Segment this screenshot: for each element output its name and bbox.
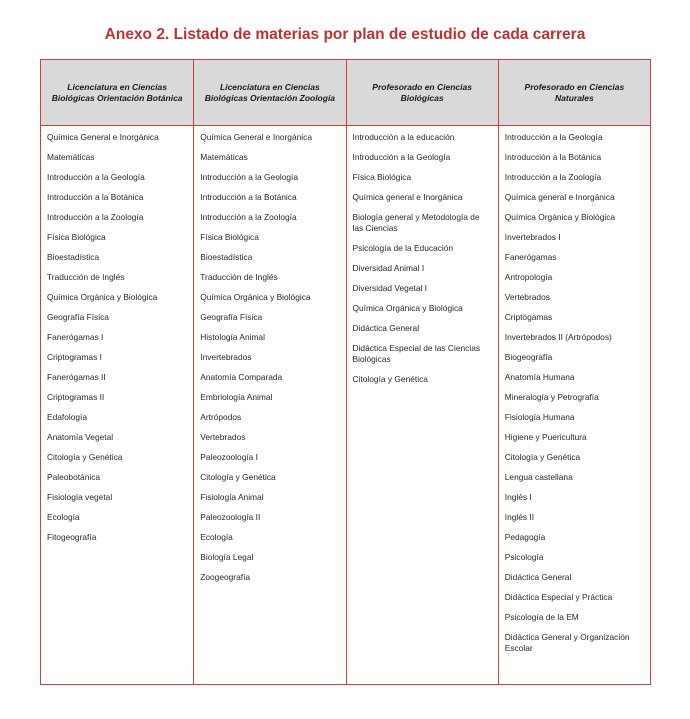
subject-item: Mineralogía y Petrografía <box>504 392 599 402</box>
subject-item: Traducción de Inglés <box>200 272 278 282</box>
subject-item: Edafología <box>47 412 88 422</box>
column-zoologia <box>193 60 345 684</box>
subject-item: Física Biológica <box>47 232 106 242</box>
subject-item: Didáctica General <box>352 323 420 333</box>
subject-list <box>499 126 650 663</box>
subject-item: Introducción a la Zoología <box>504 172 602 182</box>
subject-item: Bioestadística <box>47 252 100 262</box>
column-prof-biologicas <box>346 60 498 684</box>
document-title: Anexo 2. Listado de materias por plan de estudio de cada carrera <box>104 26 586 43</box>
subject-item: Física Biológica <box>352 172 412 182</box>
subject-item: Geografía Física <box>200 312 263 322</box>
subject-item: Citología y Genética <box>200 472 276 482</box>
subject-item: Introducción a la Botánica <box>200 192 297 202</box>
subject-item: Química General e Inorgánica <box>200 132 312 142</box>
subject-item: Psicología de la Educación <box>352 243 454 253</box>
subject-item: Química General e Inorgánica <box>47 132 159 142</box>
subject-item: Didáctica General <box>504 572 572 582</box>
subject-item: Matemáticas <box>200 152 248 162</box>
subject-item: Vertebrados <box>504 292 550 302</box>
subject-list <box>347 126 498 394</box>
subject-item: Biología general y Metodología de las Ciencias <box>352 212 480 233</box>
subject-item: Biogeografía <box>504 352 553 362</box>
subject-item: Química Orgánica y Biológica <box>352 303 463 313</box>
subject-item: Embriología Animal <box>200 392 273 402</box>
column-header-text: Profesorado en Ciencias Naturales <box>524 81 625 103</box>
column-header <box>41 60 193 126</box>
subject-item: Anatomía Comparada <box>200 372 283 382</box>
subject-item: Química Orgánica y Biológica <box>47 292 158 302</box>
subject-item: Vertebrados <box>200 432 246 442</box>
subject-item: Introducción a la Botánica <box>504 152 602 162</box>
subject-item: Psicología de la EM <box>504 612 579 622</box>
subject-item: Diversidad Animal I <box>352 263 425 273</box>
subject-item: Introducción a la Geología <box>504 132 603 142</box>
subject-item: Pedagogía <box>504 532 546 542</box>
subject-item: Didáctica General y Organización Escolar <box>504 632 630 653</box>
subject-item: Citología y Genética <box>504 452 581 462</box>
subject-item: Citología y Genética <box>352 374 428 384</box>
subject-item: Histología Animal <box>200 332 265 342</box>
subject-item: Invertebrados II (Artrópodos) <box>504 332 612 342</box>
subject-item: Introducción a la Zoología <box>47 212 144 222</box>
subject-item: Fanerógamas I <box>47 332 104 342</box>
subject-item: Criptogramas I <box>47 352 102 362</box>
subject-item: Fanerógamas II <box>47 372 106 382</box>
subject-item: Lengua castellana <box>504 472 573 482</box>
subject-item: Introducción a la Zoología <box>200 212 297 222</box>
subject-item: Fanerógamas <box>504 252 557 262</box>
subject-item: Antropología <box>504 272 553 282</box>
subject-item: Geografía Física <box>47 312 109 322</box>
subject-item: Paleozoología I <box>200 452 258 462</box>
subject-item: Traducción de Inglés <box>47 272 125 282</box>
subject-item: Química Orgánica y Biológica <box>200 292 311 302</box>
column-header-text: Licenciatura en Ciencias Biológicas Orientación Botánica <box>51 81 183 103</box>
subject-item: Didáctica Especial y Práctica <box>504 592 613 602</box>
subject-item: Higiene y Puericultura <box>504 432 587 442</box>
subject-item: Introducción a la Geología <box>200 172 299 182</box>
column-header-text: Profesorado en Ciencias Biológicas <box>372 81 472 103</box>
subject-item: Ecología <box>47 512 80 522</box>
subject-item: Invertebrados I <box>504 232 561 242</box>
subject-item: Química general e Inorgánica <box>352 192 463 202</box>
subject-item: Didáctica Especial de las Ciencias Biológicas <box>352 343 481 364</box>
subject-item: Criptogramas II <box>47 392 105 402</box>
subject-item: Artrópodos <box>200 412 242 422</box>
subject-item: Matemáticas <box>47 152 95 162</box>
subject-item: Diversidad Vegetal I <box>352 283 427 293</box>
subject-item: Inglés I <box>504 492 532 502</box>
subject-list <box>41 126 193 552</box>
subject-item: Invertebrados <box>200 352 252 362</box>
column-botanica <box>41 60 193 684</box>
subject-list <box>194 126 345 592</box>
subject-item: Química general e Inorgánica <box>504 192 615 202</box>
subject-item: Fitogeografía <box>47 532 97 542</box>
subject-item: Psicología <box>504 552 544 562</box>
subjects-table <box>40 59 651 685</box>
subject-item: Inglés II <box>504 512 535 522</box>
subject-item: Biología Legal <box>200 552 254 562</box>
column-header <box>194 60 345 126</box>
subject-item: Criptógamas <box>504 312 553 322</box>
subject-item: Ecología <box>200 532 233 542</box>
subject-item: Introducción a la Geología <box>47 172 145 182</box>
subject-item: Anatomía Humana <box>504 372 575 382</box>
subject-item: Citología y Genética <box>47 452 123 462</box>
subject-item: Introducción a la Geología <box>352 152 451 162</box>
subject-item: Zoogeografía <box>200 572 251 582</box>
subject-item: Bioestadística <box>200 252 253 262</box>
subject-item: Paleobotánica <box>47 472 101 482</box>
column-header-text: Licenciatura en Ciencias Biológicas Orientación Zoología <box>204 81 336 103</box>
subject-item: Anatomía Vegetal <box>47 432 114 442</box>
subject-item: Química Orgánica y Biológica <box>504 212 616 222</box>
subject-item: Introducción a la Botánica <box>47 192 144 202</box>
subject-item: Paleozoología II <box>200 512 261 522</box>
subject-item: Fisiología Animal <box>200 492 264 502</box>
column-header <box>499 60 650 126</box>
subject-item: Introducción a la educación <box>352 132 455 142</box>
subject-item: Fisiología Humana <box>504 412 575 422</box>
subject-item: Fisiología vegetal <box>47 492 113 502</box>
column-header <box>347 60 498 126</box>
column-prof-naturales <box>498 60 650 684</box>
subject-item: Física Biológica <box>200 232 259 242</box>
